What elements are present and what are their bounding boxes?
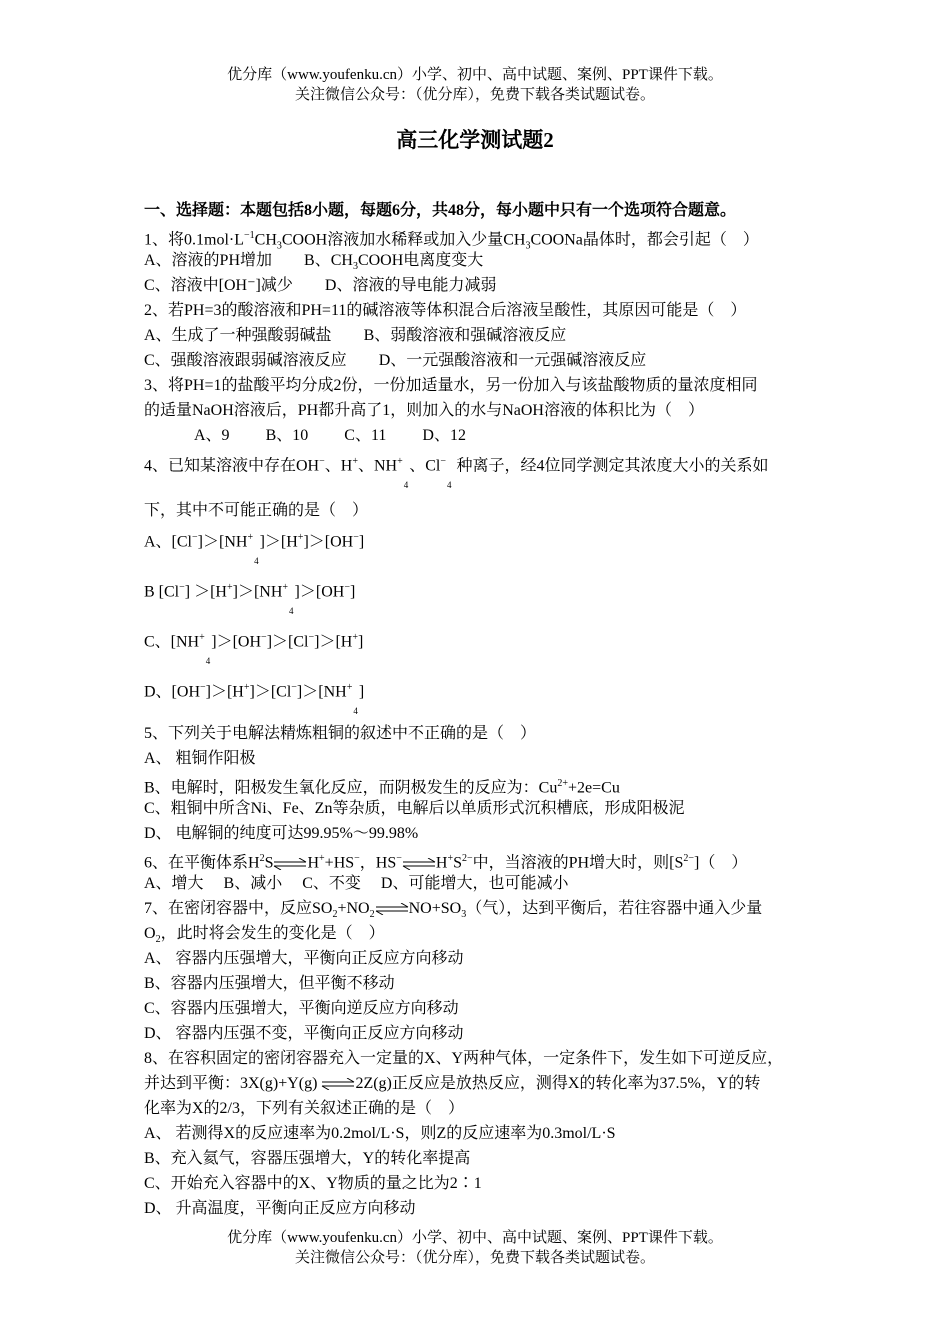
- question-1-options-cd: C、溶液中[OH⁻]减少 D、溶液的导电能力减弱: [144, 277, 497, 294]
- question-4-line-2: 下，其中不可能正确的是（ ）: [144, 502, 369, 519]
- question-7-line-2: $O_2$，此时将会发生的变化是（ ）: [144, 925, 385, 946]
- question-3-line-2: 的适量NaOH溶液后，PH都升高了1，则加入的水与NaOH溶液的体积比为（ ）: [144, 402, 704, 419]
- page-title: 高三化学测试题2: [396, 128, 554, 152]
- question-7-option-b: B、容器内压强增大，但平衡不移动: [144, 975, 395, 992]
- question-1-options-ab: A、溶液的PH增加 B、$CH_3COOH$电离度变大: [144, 252, 484, 273]
- question-2-options-ab: A、生成了一种强酸弱碱盐 B、弱酸溶液和强碱溶液反应: [144, 327, 567, 344]
- question-5-option-c: C、粗铜中所含Ni、Fe、Zn等杂质，电解后以单质形式沉积槽底，形成阳极泥: [144, 800, 685, 817]
- equilibrium-arrow-icon: [321, 1078, 355, 1090]
- header-line-1: 优分库（www.youfenku.cn）小学、初中、高中试题、案例、PPT课件下载。: [227, 67, 723, 83]
- question-3-options: A、9 B、10 C、11 D、12: [194, 427, 466, 444]
- question-7-option-d: D、 容器内压强不变，平衡向正反应方向移动: [144, 1025, 464, 1042]
- question-6-stem: 6、在平衡体系$H^2S$ H++HS−，HS− $H^+S^{2-}$中，当溶液的PH增大时，则$[S^{2-}]$（ ）: [144, 853, 748, 872]
- question-8-line-2: 并达到平衡：3X(g)+Y(g) 2Z(g)正反应是放热反应，测得X的转化率为37.5%，Y的转: [144, 1075, 761, 1092]
- equilibrium-arrow-icon: [375, 903, 409, 915]
- question-3-line-1: 3、将PH=1的盐酸平均分成2份，一份加适量水，另一份加入与该盐酸物质的量浓度相同: [144, 377, 758, 394]
- question-6-options: A、增大 B、减小 C、不变 D、可能增大，也可能减小: [144, 875, 569, 892]
- footer-line-2: 关注微信公众号：（优分库），免费下载各类试题试卷。: [294, 1250, 655, 1266]
- question-4-option-c: C、$[NH^+_4]>[OH^-]>[Cl^-]>[H^+]$: [144, 632, 364, 667]
- question-2-stem: 2、若PH=3的酸溶液和PH=11的碱溶液等体积混合后溶液呈酸性，其原因可能是（ ）: [144, 302, 747, 319]
- question-8-option-b: B、充入氦气，容器压强增大，Y的转化率提高: [144, 1150, 471, 1167]
- question-8-option-c: C、开始充入容器中的X、Y物质的量之比为2∶1: [144, 1175, 482, 1192]
- question-7-option-c: C、容器内压强增大，平衡向逆反应方向移动: [144, 1000, 459, 1017]
- question-8-option-d: D、 升高温度，平衡向正反应方向移动: [144, 1200, 416, 1217]
- question-4-option-d: D、$[OH^-]>[H^+]>[Cl^-]>[NH^+_4]$: [144, 682, 365, 717]
- equilibrium-arrow-icon: [273, 858, 307, 870]
- question-5-option-a: A、 粗铜作阳极: [144, 750, 256, 767]
- question-4-option-a: A、$[Cl^-]>[NH^+_4]>[H^+]>[OH^-]$: [144, 532, 365, 567]
- question-5-option-d: D、 电解铜的纯度可达99.95%～99.98%: [144, 825, 419, 842]
- question-2-options-cd: C、强酸溶液跟弱碱溶液反应 D、一元强酸溶液和一元强碱溶液反应: [144, 352, 647, 369]
- question-4-option-b: B $[Cl^-] >[H^+]>[NH^+_4]>[OH^-]$: [144, 582, 356, 617]
- footer-line-1: 优分库（www.youfenku.cn）小学、初中、高中试题、案例、PPT课件下载。: [227, 1230, 723, 1246]
- question-1-stem: 1、将$0.1mol\cdot L^{-1}CH_3COOH$溶液加水稀释或加入少量$CH_3COONa$晶体时，都会引起（ ）: [144, 230, 759, 252]
- question-4-line-1: 4、已知某溶液中存在OH−、H+、$NH^+_4$、$Cl^-_4$ 种离子，经4位同学测定其浓度大小的关系如: [144, 456, 769, 491]
- header-line-2: 关注微信公众号：（优分库），免费下载各类试题试卷。: [294, 87, 655, 103]
- section-heading: 一、选择题：本题包括8小题，每题6分，共48分，每小题中只有一个选项符合题意。: [144, 202, 737, 219]
- question-8-line-3: 化率为X的2/3，下列有关叙述正确的是（ ）: [144, 1100, 465, 1117]
- question-7-stem: 7、在密闭容器中，反应$SO_2+NO_2$ $NO+SO_3$（气），达到平衡后，若往容器中通入少量: [144, 900, 763, 921]
- question-8-option-a: A、 若测得X的反应速率为0.2mol/L·S，则Z的反应速率为0.3mol/L·S: [144, 1125, 616, 1142]
- question-5-option-b: B、电解时，阳极发生氧化反应，而阴极发生的反应为：$Cu^{2+}+2e=Cu$: [144, 778, 620, 797]
- question-7-option-a: A、 容器内压强增大，平衡向正反应方向移动: [144, 950, 464, 967]
- question-8-line-1: 8、在容积固定的密闭容器充入一定量的X、Y两种气体，一定条件下，发生如下可逆反应，: [144, 1050, 784, 1067]
- question-5-stem: 5、下列关于电解法精炼粗铜的叙述中不正确的是（ ）: [144, 725, 537, 742]
- equilibrium-arrow-icon: [402, 858, 436, 870]
